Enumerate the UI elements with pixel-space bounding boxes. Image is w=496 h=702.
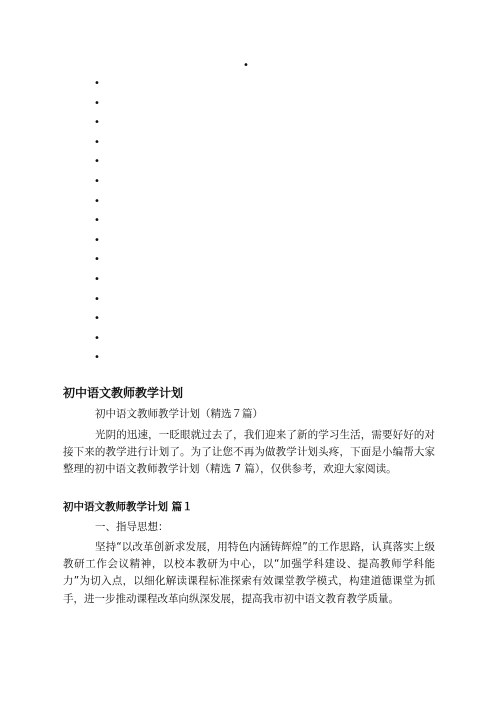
document-subtitle: 初中语文教师教学计划（精选７篇） (95, 408, 263, 420)
bullet-item: • (94, 215, 100, 227)
bullet-item: • (94, 332, 100, 344)
bullet-item: • (94, 234, 100, 246)
section-heading: 初中语文教师教学计划 篇１ (63, 501, 193, 513)
bullet-item: • (94, 136, 100, 148)
top-bullet: • (243, 60, 249, 71)
bullet-item: • (94, 195, 100, 207)
bullet-list (94, 79, 100, 373)
bullet-item: • (94, 175, 100, 187)
bullet-item: • (94, 117, 100, 129)
bullet-item: • (94, 273, 100, 285)
bullet-item: • (94, 78, 100, 89)
bullet-item: • (94, 97, 100, 109)
document-title: 初中语文教师教学计划 (63, 386, 184, 400)
intro-paragraph: 光阴的迅速，一眨眼就过去了，我们迎来了新的学习生活，需要好好的对接下来的教学进行计划了。为了让您不再为做教学计划头疼，下面是小编帮大家整理的初中语文教师教学计划（精选 7 篇），仅供参考，欢迎大家阅读。 (63, 429, 435, 476)
bullet-item: • (94, 293, 100, 305)
bullet-item: • (94, 313, 100, 325)
point-heading: 一、指导思想： (95, 521, 169, 533)
bullet-item: • (94, 254, 100, 266)
bullet-item: • (94, 156, 100, 168)
body-paragraph: 坚持“以改革创新求发展，用特色内涵铸辉煌”的工作思路，认真落实上级教研工作会议精神，以校本教研为中心，以“加强学科建设、提高教师学科能力”为切入点，以细化解读课程标准探索有效课堂教学模式，构建道德课堂为抓手，进一步推动课程改革向纵深发展，提高我市初中语文教育教学质量。 (63, 541, 435, 605)
bullet-item: • (94, 352, 100, 364)
